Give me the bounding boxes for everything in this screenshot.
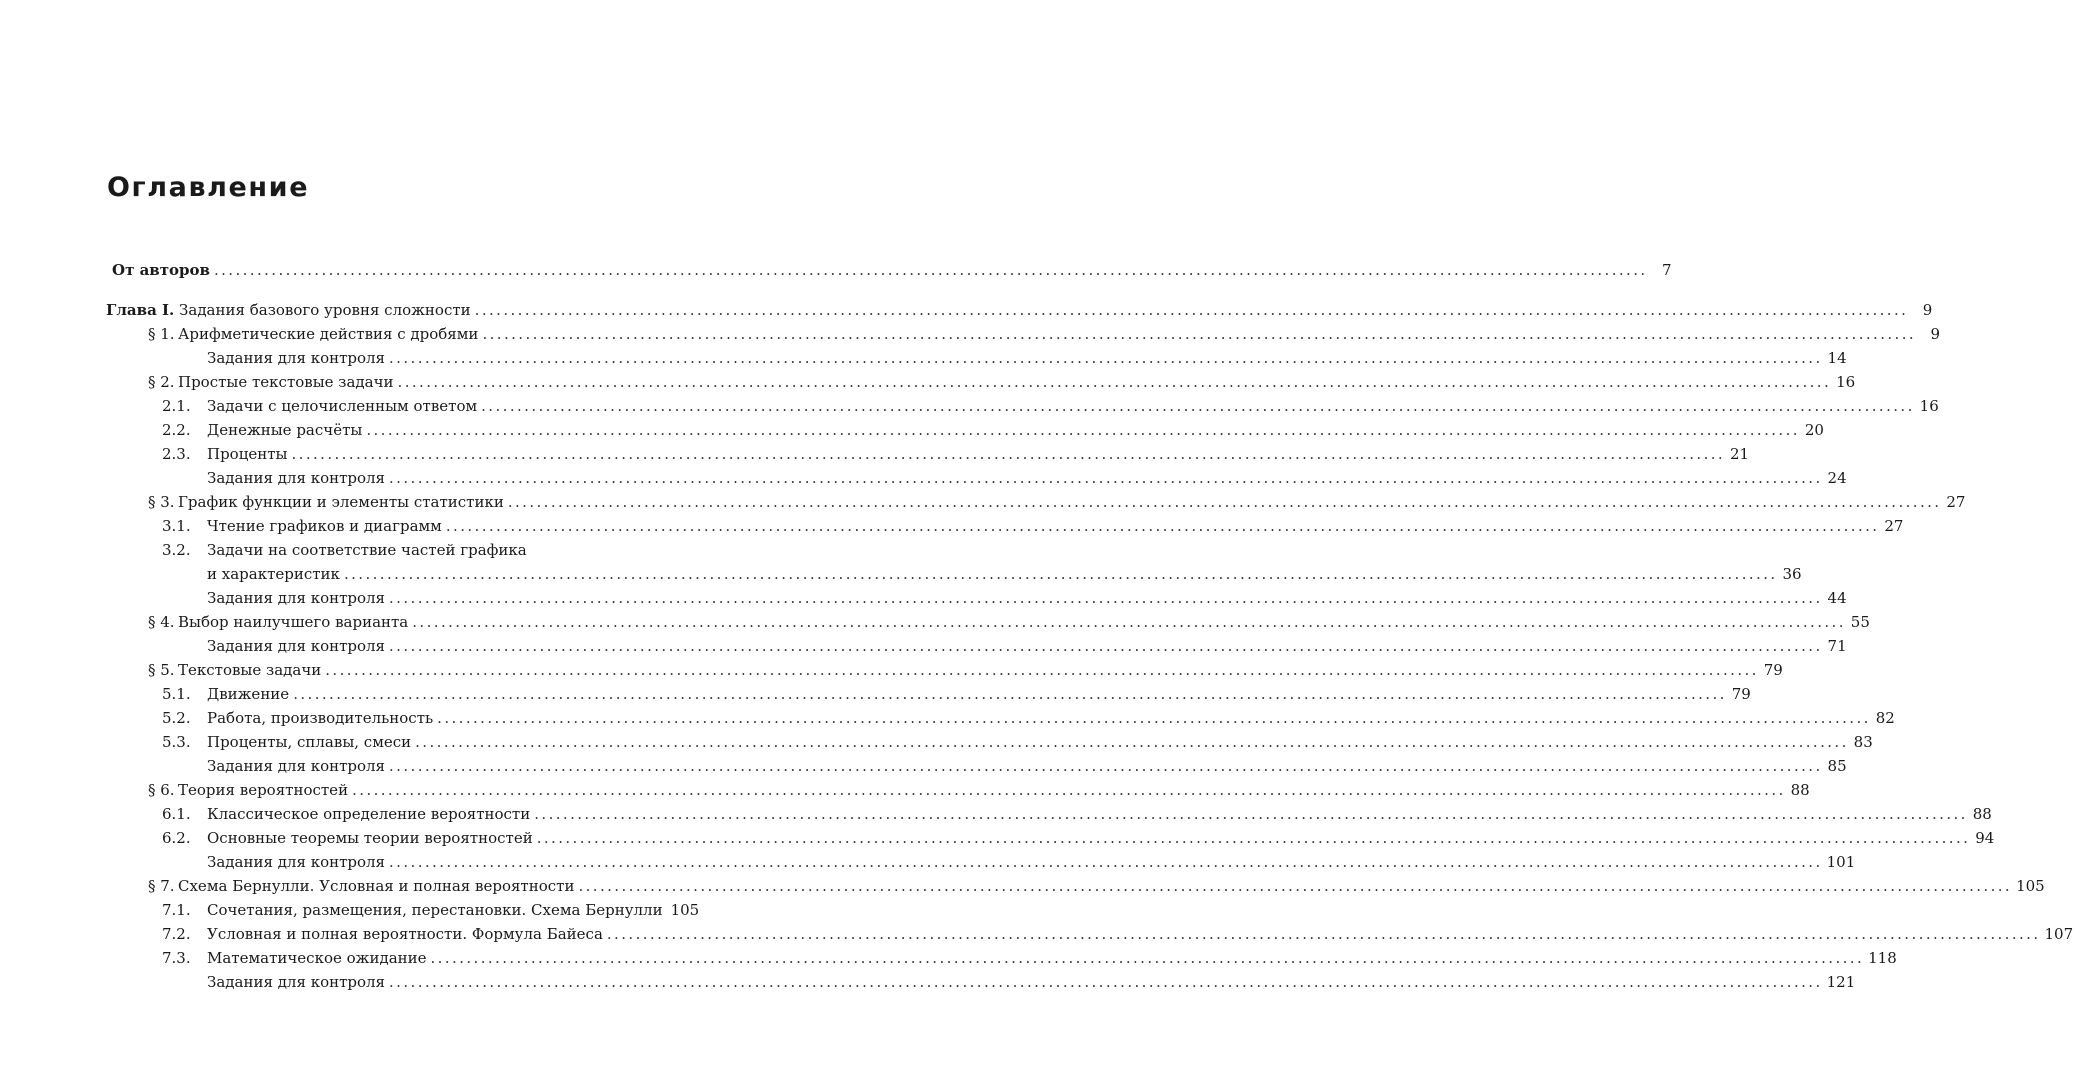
toc-entry-label <box>207 946 427 970</box>
toc-page-number: 21 <box>1730 445 1750 463</box>
toc-page-number: 36 <box>1782 565 1802 583</box>
toc-entry-number: § 2. <box>148 373 175 391</box>
toc-entry-label-text: Задания для контроля <box>207 637 386 655</box>
toc-page-number: 94 <box>1975 829 1995 847</box>
toc-entry-label <box>207 898 663 922</box>
toc-dot-leader: ........................................................................................................................................................................................................ <box>534 805 1968 823</box>
toc-entry-label-text: Теория вероятностей <box>178 781 349 799</box>
toc-entry-number: 2.2. <box>162 421 191 439</box>
toc-entry-label <box>207 562 340 586</box>
toc-page-number: 9 <box>1922 301 1933 319</box>
toc-entry-label-text: Денежные расчёты <box>207 421 363 439</box>
toc-entry[interactable] <box>0 898 765 922</box>
toc-page-number: 88 <box>1972 805 1992 823</box>
toc-dot-leader: ........................................................................................................................................................................................................ <box>389 469 1823 487</box>
toc-entry-label <box>207 442 287 466</box>
toc-entry-label <box>207 850 385 874</box>
toc-page-number: 88 <box>1790 781 1810 799</box>
toc-entry-number: § 1. <box>148 325 175 343</box>
toc-entry-label-text: Сочетания, размещения, перестановки. Схема Бернулли <box>207 901 663 919</box>
toc-entry[interactable] <box>0 322 1941 346</box>
toc-entry-number: 2.1. <box>162 397 191 415</box>
toc-dot-leader: ........................................................................................................................................................................................................ <box>482 325 1917 343</box>
toc-entry[interactable] <box>0 514 1904 538</box>
toc-entry-label <box>207 970 385 994</box>
toc-dot-leader: ........................................................................................................................................................................................................ <box>389 853 1823 871</box>
toc-entry-label <box>178 490 504 514</box>
toc-entry-number: 5.1. <box>162 685 191 703</box>
toc-page-number: 121 <box>1826 973 1856 991</box>
toc-page-number: 16 <box>1836 373 1856 391</box>
toc-page-number: 83 <box>1853 733 1873 751</box>
toc-entry-label-text: Работа, производительность <box>207 709 434 727</box>
toc-dot-leader: ........................................................................................................................................................................................................ <box>412 613 1846 631</box>
toc-entry-label: Задачи на соответствие частей графика <box>207 541 527 559</box>
toc-entry-label <box>207 634 385 658</box>
toc-dot-leader: ........................................................................................................................................................................................................ <box>325 661 1759 679</box>
toc-entry-label <box>178 778 348 802</box>
toc-entry[interactable] <box>0 370 1856 394</box>
page-title: Оглавление <box>107 172 310 203</box>
toc-entry-number: § 3. <box>148 493 175 511</box>
toc-entry-label <box>106 298 471 322</box>
toc-entry-number: § 5. <box>148 661 175 679</box>
toc-entry[interactable] <box>0 258 1672 282</box>
toc-entry[interactable] <box>0 538 765 562</box>
toc-entry-label <box>207 682 289 706</box>
toc-entry-label-text: Проценты, сплавы, смеси <box>207 733 412 751</box>
toc-entry-label <box>207 514 442 538</box>
toc-entry[interactable] <box>0 394 1939 418</box>
toc-dot-leader: ........................................................................................................................................................................................................ <box>430 949 1865 967</box>
toc-entry-number: 7.1. <box>162 901 191 919</box>
toc-dot-leader: ........................................................................................................................................................................................................ <box>291 445 1726 463</box>
toc-dot-leader: ........................................................................................................................................................................................................ <box>389 349 1823 367</box>
toc-entry-label-text: Задания базового уровня сложности <box>174 301 471 319</box>
toc-entry-number: 2.3. <box>162 445 191 463</box>
toc-entry-label-text: Задания для контроля <box>207 853 386 871</box>
toc-page-number: 79 <box>1763 661 1783 679</box>
toc-dot-leader: ........................................................................................................................................................................................................ <box>293 685 1727 703</box>
toc-dot-leader: ........................................................................................................................................................................................................ <box>445 517 1880 535</box>
toc-page-number: 85 <box>1827 757 1847 775</box>
toc-entry-label-text: Задания для контроля <box>207 973 386 991</box>
toc-entry[interactable] <box>0 490 1966 514</box>
toc-entry-label-text: Условная и полная вероятности. Формула Байеса <box>207 925 603 943</box>
toc-entry-label <box>178 610 408 634</box>
toc-entry[interactable] <box>0 682 1751 706</box>
toc-entry[interactable] <box>0 946 1897 970</box>
toc-page-number: 24 <box>1827 469 1847 487</box>
toc-dot-leader: ........................................................................................................................................................................................................ <box>606 925 2041 943</box>
toc-entry-number: 3.1. <box>162 517 191 535</box>
toc-page-number: 55 <box>1850 613 1870 631</box>
toc-dot-leader: ........................................................................................................................................................................................................ <box>366 421 1800 439</box>
toc-entry-label-text: Проценты <box>207 445 288 463</box>
toc-entry[interactable] <box>0 730 1873 754</box>
toc-entry-number: 7.2. <box>162 925 191 943</box>
toc-entry[interactable] <box>0 826 1995 850</box>
toc-entry-label <box>207 802 530 826</box>
toc-dot-leader: ........................................................................................................................................................................................................ <box>507 493 1942 511</box>
toc-page-number: 7 <box>1662 261 1672 279</box>
toc-page-number: 9 <box>1930 325 1941 343</box>
toc-entry-label <box>207 346 385 370</box>
toc-entry-label <box>207 418 362 442</box>
toc-entry-label-text: Чтение графиков и диаграмм <box>207 517 442 535</box>
toc-entry-label <box>178 658 321 682</box>
toc-page-number: 101 <box>1826 853 1856 871</box>
toc-entry-label <box>207 922 603 946</box>
toc-entry-label-text: Задания для контроля <box>207 757 386 775</box>
toc-entry-label-text: Математическое ожидание <box>207 949 427 967</box>
toc-entry[interactable] <box>0 418 1824 442</box>
toc-entry-label-text: Задания для контроля <box>207 349 386 367</box>
toc-dot-leader: ........................................................................................................................................................................................................ <box>437 709 1871 727</box>
toc-entry-number: 3.2. <box>162 541 191 559</box>
toc-entry[interactable] <box>0 970 1856 994</box>
toc-page-number: 27 <box>1946 493 1966 511</box>
toc-entry[interactable] <box>0 466 1847 490</box>
toc-page-number: 107 <box>2044 925 2073 943</box>
toc-entry-bold-label: От авторов <box>112 261 210 279</box>
toc-dot-leader: ........................................................................................................................................................................................................ <box>389 973 1823 991</box>
toc-entry-label <box>207 466 385 490</box>
toc-page-number: 79 <box>1731 685 1751 703</box>
toc-dot-leader: ........................................................................................................................................................................................................ <box>213 261 1648 279</box>
toc-page-number: 14 <box>1827 349 1847 367</box>
toc-entry-label-text: и характеристик <box>207 565 340 583</box>
toc-entry[interactable] <box>0 562 1802 586</box>
toc-entry-label-text: Задания для контроля <box>207 589 386 607</box>
toc-entry[interactable] <box>0 754 1847 778</box>
toc-dot-leader: ........................................................................................................................................................................................................ <box>578 877 2013 895</box>
toc-entry[interactable] <box>0 610 1870 634</box>
toc-page-number: 44 <box>1827 589 1847 607</box>
toc-entry-label-text: Простые текстовые задачи <box>178 373 394 391</box>
toc-entry-label <box>207 706 433 730</box>
toc-entry-label <box>207 394 477 418</box>
toc-dot-leader: ........................................................................................................................................................................................................ <box>389 637 1823 655</box>
toc-entry-label-text: Текстовые задачи <box>178 661 322 679</box>
toc-entry-label-text: Основные теоремы теории вероятностей <box>207 829 533 847</box>
toc-page-number: 82 <box>1875 709 1895 727</box>
toc-dot-leader: ........................................................................................................................................................................................................ <box>415 733 1849 751</box>
toc-dot-leader: ........................................................................................................................................................................................................ <box>352 781 1786 799</box>
toc-dot-leader: ........................................................................................................................................................................................................ <box>397 373 1832 391</box>
toc-entry-bold-label: Глава I. <box>106 301 175 319</box>
toc-entry-number: 5.2. <box>162 709 191 727</box>
toc-entry-label <box>207 730 411 754</box>
toc-dot-leader: ........................................................................................................................................................................................................ <box>343 565 1778 583</box>
toc-entry-label-text: Движение <box>207 685 290 703</box>
toc-entry[interactable] <box>0 850 1856 874</box>
toc-entry-label-text: Выбор наилучшего варианта <box>178 613 409 631</box>
toc-dot-leader: ........................................................................................................................................................................................................ <box>389 589 1823 607</box>
toc-entry-number: § 6. <box>148 781 175 799</box>
toc-page-number: 105 <box>670 901 700 919</box>
toc-dot-leader: ........................................................................................................................................................................................................ <box>536 829 1971 847</box>
toc-dot-leader: ........................................................................................................................................................................................................ <box>389 757 1823 775</box>
toc-page-number: 27 <box>1884 517 1904 535</box>
toc-entry[interactable] <box>0 778 1810 802</box>
toc-entry-number: § 4. <box>148 613 175 631</box>
toc-entry[interactable] <box>0 802 1992 826</box>
toc-page-number: 20 <box>1804 421 1824 439</box>
toc-entry-label-text: Схема Бернулли. Условная и полная вероятности <box>178 877 575 895</box>
toc-dot-leader: ........................................................................................................................................................................................................ <box>481 397 1915 415</box>
toc-entry-label <box>178 874 574 898</box>
toc-entry-label-text: Задания для контроля <box>207 469 386 487</box>
toc-entry[interactable] <box>0 658 1783 682</box>
toc-entry-number: § 7. <box>148 877 175 895</box>
toc-entry-label <box>178 370 394 394</box>
toc-dot-leader: ........................................................................................................................................................................................................ <box>474 301 1909 319</box>
toc-entry-number: 6.2. <box>162 829 191 847</box>
toc-entry-number: 6.1. <box>162 805 191 823</box>
toc-entry-label-text: График функции и элементы статистики <box>178 493 504 511</box>
toc-entry[interactable] <box>0 706 1895 730</box>
toc-entry-number: 5.3. <box>162 733 191 751</box>
toc-entry-label-text: Арифметические действия с дробями <box>178 325 479 343</box>
toc-entry[interactable] <box>0 298 1933 322</box>
toc-entry[interactable] <box>0 922 2073 946</box>
toc-entry-label-text: Задачи с целочисленным ответом <box>207 397 478 415</box>
toc-entry[interactable] <box>0 586 1847 610</box>
toc-entry-label <box>178 322 478 346</box>
toc-entry[interactable] <box>0 442 1750 466</box>
toc-entry[interactable] <box>0 634 1847 658</box>
toc-entry-label <box>207 826 533 850</box>
toc-entry-number: 7.3. <box>162 949 191 967</box>
toc-entry-label <box>207 754 385 778</box>
toc-page-number: 16 <box>1919 397 1939 415</box>
toc-page-number: 118 <box>1868 949 1897 967</box>
toc-entry[interactable] <box>0 874 2045 898</box>
toc-entry[interactable] <box>0 346 1847 370</box>
toc-page-number: 71 <box>1827 637 1847 655</box>
toc-entry-label <box>207 586 385 610</box>
toc-entry-label <box>112 258 210 282</box>
toc-page-number: 105 <box>2016 877 2045 895</box>
toc-entry-label-text: Классическое определение вероятности <box>207 805 531 823</box>
